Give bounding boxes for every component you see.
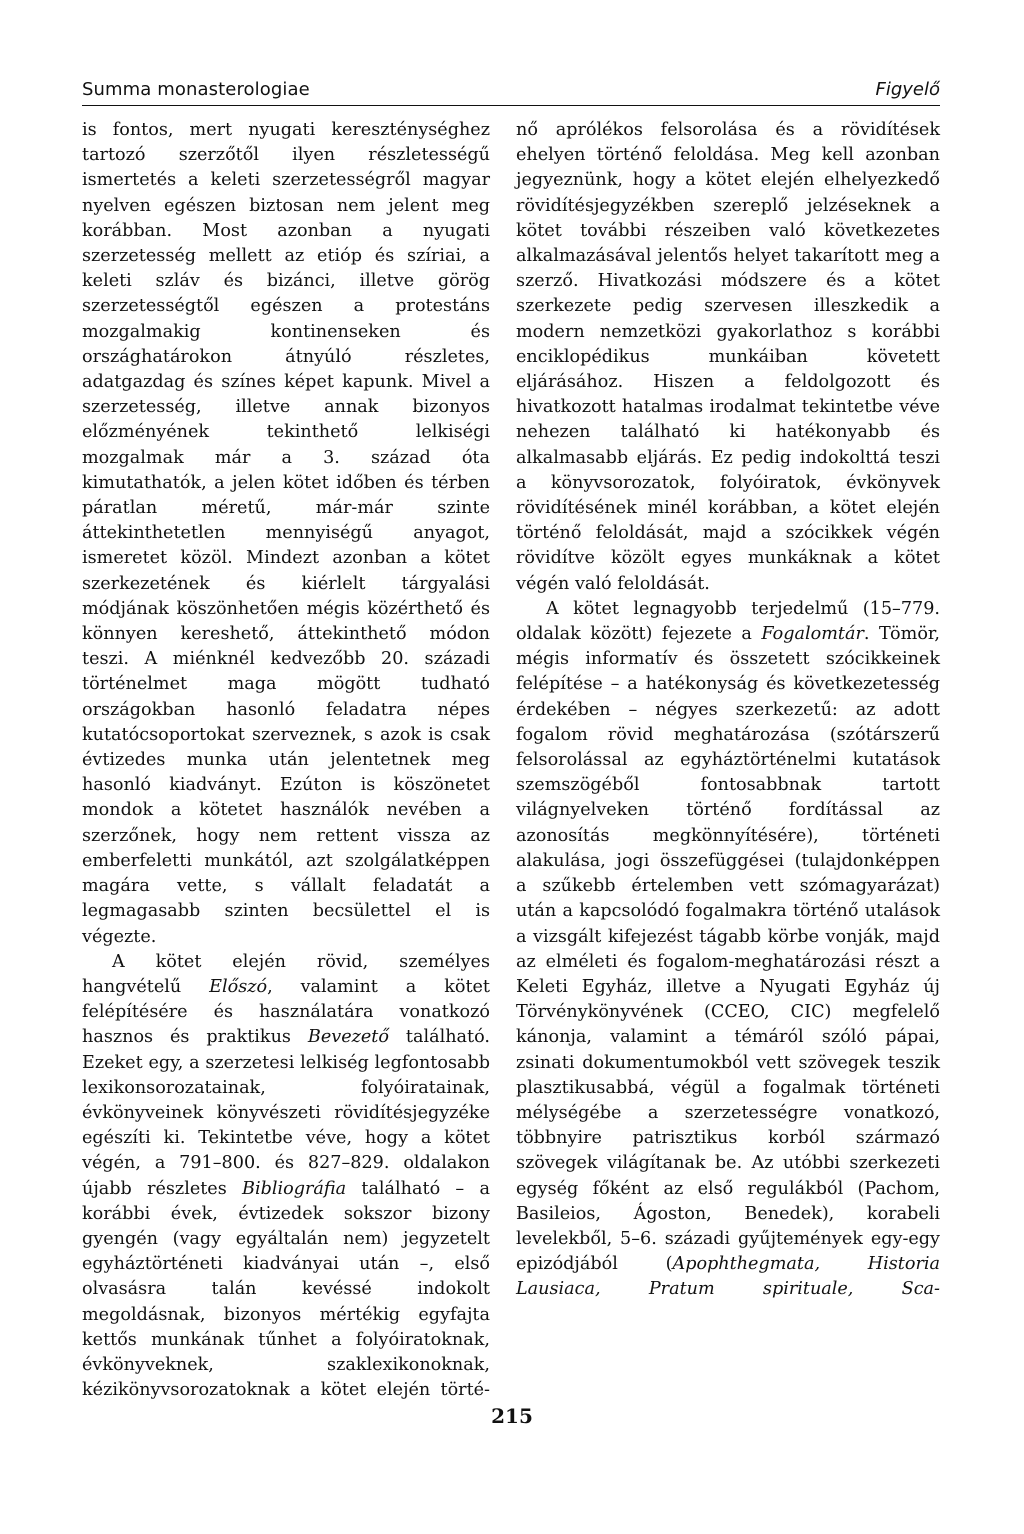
italic-title-fogalomtar: Fogalomtár [761,624,864,645]
paragraph [82,118,490,950]
paragraph [516,118,940,597]
left-column [82,118,490,1403]
paragraph-text: nő aprólékos felsorolása és a rövidítések ehelyen történő feloldása. Meg kell azonban jegyeznünk, hogy a kötet elején elhelyezkedő rövidítésjegyzékben szereplő jelzéseknek a kötet további részeiben való következetes alkalmazásával jelentős helyet takarított meg a szerző. Hivatkozási módszere és a kötet szerkezete pedig szervesen illeszkedik a modern nemzetközi gyakorlathoz s korábbi enciklopédikus munkáiban követett eljárásához. Hiszen a feldolgozott és hivatkozott hatalmas irodalmat tekintetbe véve nehezen található ki hatékonyabb és alkalmasabb eljárás. Ez pedig indokolttá teszi a könyvsorozatok, folyóiratok, évkönyvek rövidítésének minél korábban, a kötet elején történő feloldását, majd a szócikkek végén rövidítve közölt egyes munkáknak a kötet végén való feloldását. [516,120,940,594]
right-column [516,118,940,1303]
journal-title: Summa monasterologiae [82,79,310,100]
text-run: . Tömör, mégis informatív és összetett szócikkeinek felépítése – a hatékonyság és következetesség érdekében – négyes szerkezetű: az adott fogalom rövid meghatározása (szótárszerű felsorolással az egyháztörténelmi kutatások szemszögéből fontosabbnak tartott világnyelveken történő fordítással az azonosítás megkönnyítésére), történeti alakulása, jogi összefüggései (tulajdonképpen a szűkebb értelemben vett szómagyarázat) után a kapcsolódó fogalmakra történő utalások a vizsgált kifejezést tágabb körbe vonják, majd az elméleti és fogalom-meghatározási részt a Keleti Egyház, illetve a Nyugati Egyház új Törvénykönyvének (CCEO, CIC) megfelelő kánonja, valamint a témáról szóló pápai, zsinati dokumentumokból vett szövegek teszik plasztikusabbá, végül a fogalmak történeti mélységébe a szerzetességre vonatkozó, többnyire patrisztikus korból származó szövegek világítanak be. Az utóbbi szerkezeti egység főként az első regulákból (Pachom, Basileios, Ágoston, Benedek), korabeli levelekből, 5–6. századi gyűjtemények egy-egy epizódjából ( [516,624,940,1275]
paragraph-text: is fontos, mert nyugati kereszténységhez tartozó szerzőtől ilyen részletességű ismertetés a keleti szerzetességről magyar nyelven egészen biztosan nem jelent meg korábban. Most azonban a nyugati szerzetesség mellett az etióp és szíriai, a keleti szláv és bizánci, illetve görög szerzetességtől egészen a protestáns mozgalmakig kontinenseken és országhatárokon átnyúló részletes, adatgazdag és színes képet kapunk. Mivel a szerzetesség, illetve annak bizonyos előzményének tekinthető lelkiségi mozgalmak már a 3. század óta kimutathatók, a jelen kötet időben és térben páratlan méretű, már-már szinte áttekinthetetlen mennyiségű anyagot, ismeretet közöl. Mindezt azonban a kötet szerkezetének és kiérlelt tárgyalási módjának köszönhetően mégis közérthető és könnyen kereshető, áttekinthető módon teszi. A miénknél kedvezőbb 20. századi történelmet maga mögött tudható országokban hasonló feladatra népes kutatócsoportokat szerveznek, s azok is csak évtizedes munka után jelentetnek meg hasonló kiadványt. Ezúton is köszönetet mondok a kötetet használók nevében a szerzőnek, hogy nem rettent vissza az emberfeletti munkától, azt szolgálatképpen magára vette, s vállalt feladatát a legmagasabb szinten becsülettel el is végezte. [82,120,490,947]
text-run: található – a korábbi évek, évtizedek sokszor bizony gyengén (vagy egyáltalán nem) jegyzetelt egyháztörténeti kiadványai után –, első olvasásra talán kevéssé indokolt megoldásnak, bizonyos mértékig egyfajta kettős munkának tűnhet a folyóiratoknak, évkönyveknek, szaklexikonoknak, kézikönyvsorozatoknak a kötet elején törté- [82,1178,490,1401]
running-header [82,77,940,106]
paragraph [516,597,940,1303]
section-title: Figyelő [875,79,940,100]
italic-source-titles: Apophthegmata, Historia Lausiaca, Pratum spirituale, Sca- [516,1254,940,1300]
italic-title-eloszo: Előszó [209,976,268,997]
italic-title-bevezeto: Bevezető [307,1027,389,1048]
text-run: A kötet elején rövid, személyes hangvételű [82,951,490,997]
text-run: A kötet legnagyobb terjedelmű (15–779. oldalak között) fejezete a [516,598,940,645]
italic-title-bibliografia: Bibliográfia [242,1178,347,1199]
paragraph [82,950,490,1404]
text-run: , valamint a kötet felépítésére és használatára vonatkozó hasznos és praktikus [82,976,490,1048]
page-number: 215 [491,1404,533,1428]
text-run: található. Ezeket egy, a szerzetesi lelkiség legfontosabb lexikonsorozatainak, folyóiratainak, évkönyveinek könyvészeti rövidítésjegyzéke egészíti ki. Tekintetbe véve, hogy a kötet végén, a 791–800. és 827–829. oldalakon újabb részletes [82,1027,490,1199]
